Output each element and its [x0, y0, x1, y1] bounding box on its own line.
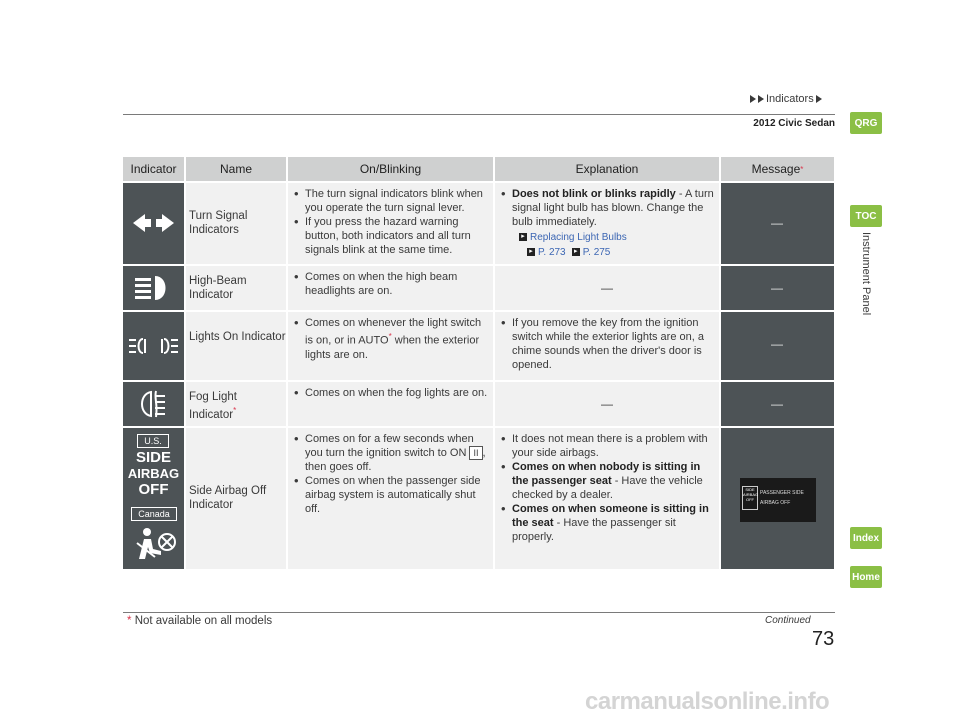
watermark: carmanualsonline.info [585, 688, 830, 715]
explanation-cell [495, 428, 719, 569]
on-blinking-item: • The turn signal indicators blink when you operate the turn signal lever. [294, 187, 489, 215]
icon-text: SIDE [135, 449, 171, 466]
page-275-link[interactable]: P. 275 [582, 247, 611, 258]
column-header-name: Name [186, 157, 288, 181]
indicator-cell [123, 428, 184, 569]
screen-text: AIRBAG OFF [760, 500, 791, 506]
explanation-item: • It does not mean there is a problem with your side airbags. [501, 432, 715, 460]
footnote-marker: * [233, 406, 237, 415]
explanation-dash: — [601, 281, 613, 295]
on-blinking-item: • Comes on when the passenger side airbag system is automatically shut off. [294, 474, 489, 516]
message-dash: — [771, 216, 783, 230]
indicator-cell [123, 266, 184, 310]
message-dash: — [771, 337, 783, 351]
tab-home[interactable]: Home [850, 566, 882, 588]
on-blinking-cell [288, 382, 493, 426]
high-beam-icon [123, 266, 184, 310]
column-header-message [721, 157, 834, 181]
explanation-cell [495, 312, 719, 380]
on-blinking-item: • Comes on when the fog lights are on. [294, 386, 489, 400]
chevron-right-icon [758, 95, 764, 103]
on-blinking-cell [288, 266, 493, 310]
explanation-bold: Does not blink or blinks rapidly [512, 188, 676, 200]
footnote-marker: * [388, 332, 392, 341]
chevron-right-icon [750, 95, 756, 103]
on-blinking-cell [288, 428, 493, 569]
arrow-right-icon: ▸ [572, 248, 580, 256]
side-airbag-off-icon [123, 450, 184, 498]
on-blinking-text: when the exterior lights are on. [305, 334, 480, 361]
icon-text: OFF [138, 481, 169, 498]
explanation-text: - Have the passenger sit properly. [512, 517, 676, 543]
page-number: 73 [812, 628, 835, 650]
footnote-marker: * [800, 164, 804, 174]
explanation-item [501, 187, 715, 229]
lights-on-icon [123, 312, 184, 380]
passenger-airbag-off-icon [131, 523, 177, 565]
header-divider [123, 114, 835, 115]
footnote-star: * [127, 615, 132, 627]
column-header-explanation: Explanation [495, 157, 721, 181]
page-273-link[interactable]: P. 273 [538, 247, 566, 258]
table-row [123, 266, 834, 310]
explanation-cell [495, 382, 719, 426]
indicator-name: Side Airbag Off Indicator [186, 428, 286, 569]
explanation-bold: Comes on when someone is sitting in the seat [512, 503, 709, 529]
on-blinking-cell [288, 312, 493, 380]
column-header-indicator: Indicator [123, 157, 186, 181]
explanation-text: - Have the vehicle checked by a dealer. [512, 475, 703, 501]
replacing-light-bulbs-link[interactable]: Replacing Light Bulbs [530, 232, 627, 243]
icon-text: AIRBAG [127, 466, 180, 481]
column-header-message-label: Message [751, 162, 801, 176]
indicator-name [186, 382, 286, 426]
on-blinking-text: Comes on for a few seconds when you turn the ignition switch to ON [305, 433, 474, 459]
explanation-text: - A turn signal light bulb has blown. Change the bulb immediately. [512, 188, 714, 228]
section-label [858, 232, 872, 322]
on-blinking-item: • Comes on when the high beam headlights are on. [294, 270, 489, 298]
on-blinking-item [294, 432, 489, 474]
arrow-right-icon: ▸ [527, 248, 535, 256]
explanation-item [501, 502, 715, 544]
table-row [123, 382, 834, 426]
section-title: Instrument Panel [860, 232, 872, 316]
explanation-cell [495, 266, 719, 310]
indicator-name: High-Beam Indicator [186, 266, 286, 310]
indicator-name: Turn Signal Indicators [186, 183, 286, 264]
message-cell [721, 312, 834, 380]
table-row [123, 183, 834, 264]
message-cell [721, 382, 834, 426]
us-label: U.S. [137, 434, 169, 448]
message-cell [721, 183, 834, 264]
column-header-on-blinking: On/Blinking [288, 157, 495, 181]
table-row [123, 312, 834, 380]
on-blinking-cell [288, 183, 493, 264]
table-header [123, 157, 834, 181]
footer-divider [123, 612, 835, 613]
on-blinking-text: , then goes off. [305, 447, 486, 473]
on-blinking-text: Comes on whenever the light switch is on, or in AUTO [305, 317, 482, 347]
footnote-text: Not available on all models [134, 615, 273, 627]
indicator-name-text: Fog Light Indicator [189, 391, 237, 421]
cross-reference [501, 230, 715, 245]
indicator-name: Lights On Indicator [186, 312, 286, 380]
tab-index[interactable]: Index [850, 527, 882, 549]
page-references [501, 245, 715, 260]
breadcrumb [750, 93, 822, 105]
arrow-right-icon: ▸ [519, 233, 527, 241]
explanation-item: • If you remove the key from the ignition switch while the exterior lights are on, a chime sounds when the driver's door is opened. [501, 316, 715, 372]
fog-light-icon [123, 382, 184, 426]
message-display-image [740, 478, 816, 522]
ignition-key-position: II [469, 446, 482, 460]
on-blinking-item [294, 316, 489, 362]
explanation-dash: — [601, 397, 613, 411]
indicator-cell [123, 312, 184, 380]
message-dash: — [771, 281, 783, 295]
message-dash: — [771, 397, 783, 411]
tab-toc[interactable]: TOC [850, 205, 882, 227]
footnote [127, 615, 272, 627]
side-airbag-off-mini-icon: SIDE AIRBAG OFF [742, 486, 758, 510]
chevron-right-icon [816, 95, 822, 103]
breadcrumb-label: Indicators [766, 93, 814, 105]
table-row [123, 428, 834, 569]
indicator-cell [123, 382, 184, 426]
on-blinking-item: • If you press the hazard warning button, both indicators and all turn signals blink at the same time. [294, 215, 489, 257]
screen-text: PASSENGER SIDE [760, 490, 804, 496]
canada-label: Canada [131, 507, 177, 521]
tab-qrg[interactable]: QRG [850, 112, 882, 134]
message-cell [721, 266, 834, 310]
continued-label: Continued [765, 615, 811, 626]
model-name: 2012 Civic Sedan [753, 118, 835, 129]
turn-signal-icon [123, 183, 184, 264]
indicator-cell [123, 183, 184, 264]
explanation-bold: Comes on when nobody is sitting in the passenger seat [512, 461, 701, 487]
explanation-cell [495, 183, 719, 264]
explanation-item [501, 460, 715, 502]
